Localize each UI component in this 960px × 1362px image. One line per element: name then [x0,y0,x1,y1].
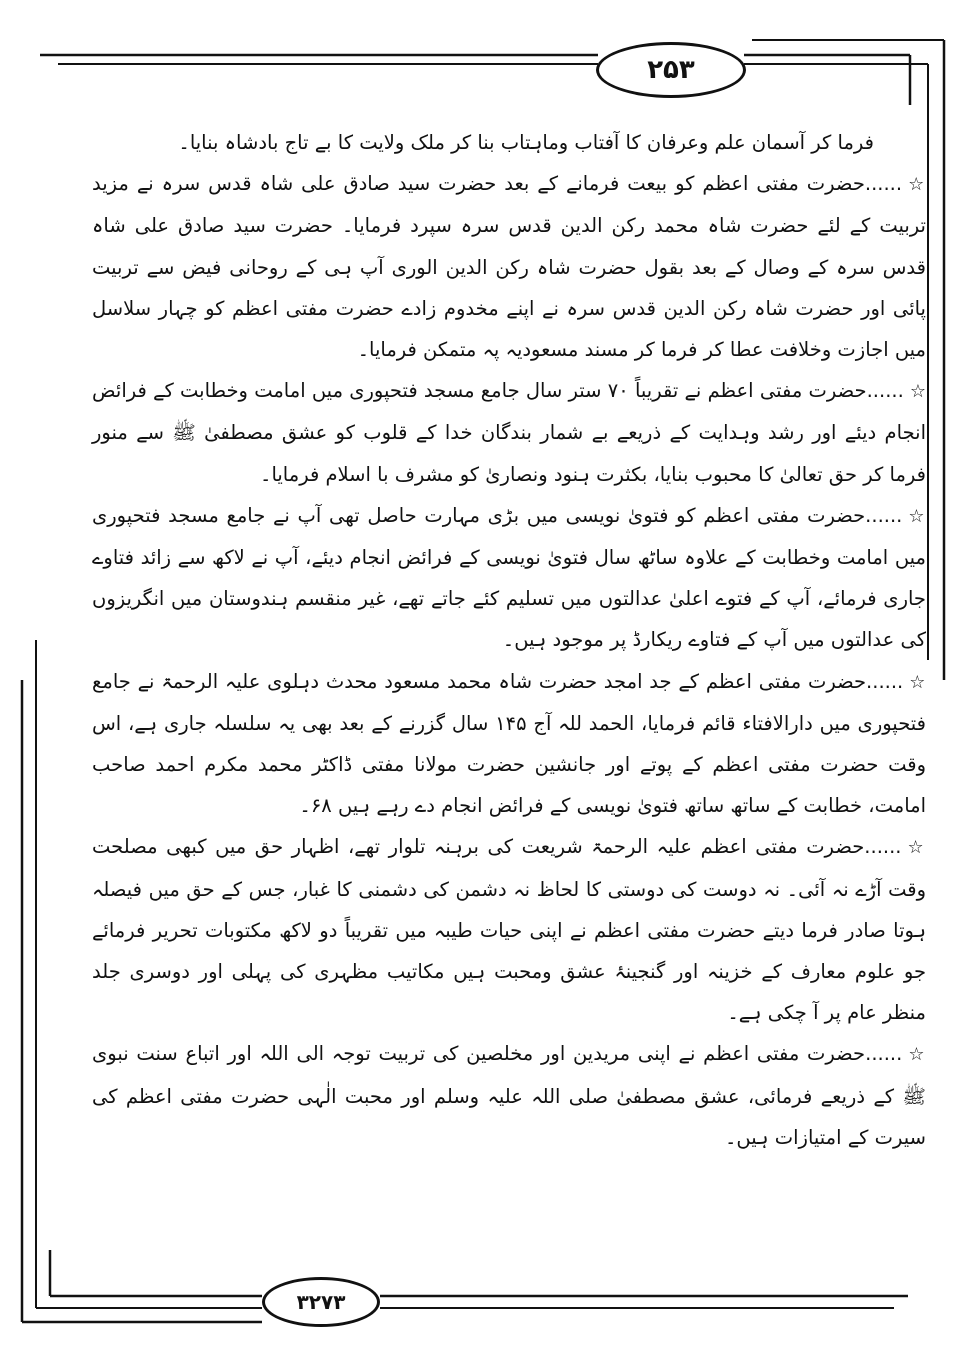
opening-paragraph: فرما کر آسمان علم وعرفان کا آفتاب وماہتاب بنا کر ملک ولایت کا بے تاج بادشاہ بنایا۔ [178,131,874,154]
star-icon: ☆ [908,174,927,196]
page-body [92,122,927,1158]
page-number-top: ۲۵۳ [596,42,746,98]
page-number-bottom: ۳۲۷۳ [262,1277,380,1327]
list-item [92,495,926,661]
star-icon: ☆ [908,505,927,527]
star-icon: ☆ [907,837,926,859]
list-item [92,370,926,495]
bullet-dots: ...... [866,669,904,693]
bullet-dots: ...... [864,172,903,196]
list-item [92,163,926,370]
star-icon: ☆ [909,671,926,693]
list-item [92,661,926,827]
bullet-dots: ...... [865,503,903,527]
bullet-text: حضرت مفتی اعظم کو بیعت فرمانے کے بعد حضرت سید صادق علی شاہ قدس سرہ نے مزید تربیت کے لئے حضرت شاہ محمد رکن الدین قدس سرہ سپرد فرمایا۔ حضرت سید صادق علی شاہ قدس سرہ کے وصال کے بعد بقول حضرت شاہ رکن الدین الوری آپ ہی کے روحانی فیض سے تربیت پائی اور حضرت شاہ رکن الدین قدس سرہ نے اپنے مخدوم زادے حضرت مفتی اعظم کو چہار سلاسل میں اجازت وخلافت عطا کر فرما کر مسند مسعودیہ پہ متمکن فرمایا۔ [92,172,926,362]
star-icon: ☆ [909,381,926,403]
list-item [92,826,926,1033]
bullet-text: حضرت مفتی اعظم کو فتویٰ نویسی میں بڑی مہارت حاصل تھی آپ نے جامع مسجد فتحپوری میں امامت وخطابت کے علاوہ ساٹھ سال فتویٰ نویسی کے فرائض انجام دیئے، آپ نے لاکھ سے زائد فتاوے جاری فرمائے، آپ کے فتوے اعلیٰ عدالتوں میں تسلیم کئے جاتے تھے، غیر منقسم ہندوستان میں انگریزوں کی عدالتوں میں آپ کے فتاوے ریکارڈ پر موجود ہیں۔ [92,503,926,652]
bullet-text: حضرت مفتی اعظم علیہ الرحمۃ شریعت کی برہنہ تلوار تھے، اظہار حق میں کبھی مصلحت وقت آڑے نہ آئی۔ نہ دوست کی دوستی کا لحاظ نہ دشمن کی دشمنی کا غبار، جس کے حق میں فیصلہ ہوتا صادر فرما دیتے حضرت مفتی اعظم نے اپنی حیات طیبہ میں تقریباً دو لاکھ مکتوبات تحریر فرمائے جو علوم معارف کے خزینہ اور گنجینۂ عشق ومحبت ہیں مکاتیب مظہری کی پہلی اور دوسری جلد منظر عام پر آ چکی ہے۔ [92,835,926,1025]
bullet-dots: ...... [864,835,902,859]
bullet-dots: ...... [866,379,904,403]
bullet-text: حضرت مفتی اعظم کے جد امجد حضرت شاہ محمد مسعود محدث دہلوی علیہ الرحمۃ نے جامع فتحپوری میں دارالافتاء قائم فرمایا، الحمد للہ آج ۱۴۵ سال گزرنے کے بعد بھی یہ سلسلہ جاری ہے، اس وقت حضرت مفتی اعظم کے پوتے اور جانشین حضرت مولانا مفتی ڈاکٹر محمد مکرم احمد صاحب امامت، خطابت کے ساتھ ساتھ فتویٰ نویسی کے فرائض انجام دے رہے ہیں ۶۸۔ [92,669,926,818]
star-icon: ☆ [908,1044,926,1066]
bullet-text: حضرت مفتی اعظم نے اپنی مریدین اور مخلصین کی تربیت توجہ الی اللہ اور اتباع سنت نبوی ﷺ کے ذریعے فرمائی، عشق مصطفیٰ صلی اللہ علیہ وسلم اور محبت الٰہی حضرت مفتی اعظم کی سیرت کے امتیازات ہیں۔ [92,1042,926,1149]
list-item [92,1033,926,1158]
bullet-text: حضرت مفتی اعظم نے تقریباً ۷۰ ستر سال جامع مسجد فتحپوری میں امامت وخطابت کے فرائض انجام دیئے اور رشد وہدایت کے ذریعے بے شمار بندگان خدا کے قلوب کو عشق مصطفیٰ ﷺ سے منور فرما کر حق تعالیٰ کا محبوب بنایا، بکثرت ہنود ونصاریٰ کو مشرف با اسلام فرمایا۔ [92,379,926,486]
bullet-dots: ...... [865,1042,903,1066]
